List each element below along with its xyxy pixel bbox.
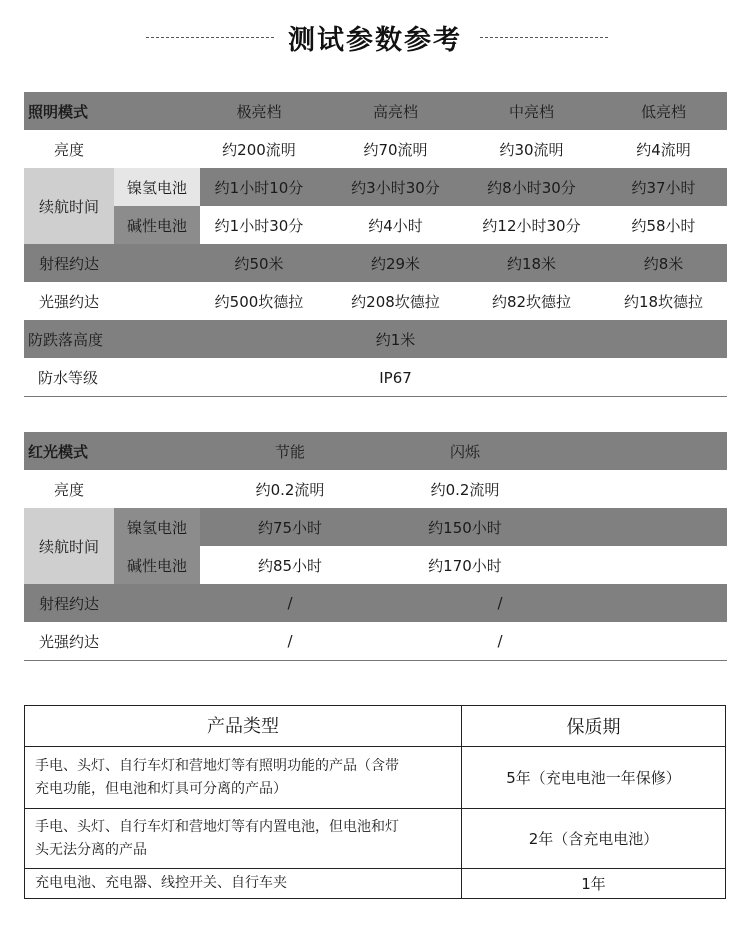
nimh-label: 镍氢电池 [114,168,200,206]
red-table-bottom-rule [24,660,727,661]
warranty-type [25,809,462,868]
red-range-eco: / [287,594,293,612]
warranty-row [25,869,725,898]
red-alkaline-eco: 约85小时 [257,556,323,575]
lighting-table [24,92,727,397]
title-divider-right [480,37,608,38]
brightness-label: 亮度 [53,140,84,159]
lighting-intensity-row [24,282,727,320]
range-turbo: 约50米 [234,254,284,273]
red-range-flash: / [497,594,503,612]
lighting-range-row [24,244,727,282]
lighting-brightness-row [24,130,727,168]
lighting-header-low: 低亮档 [640,102,686,121]
lighting-header-high: 高亮档 [372,102,418,121]
brightness-low: 约4流明 [636,140,691,159]
alkaline-turbo: 约1小时30分 [214,216,304,235]
red-range-label: 射程约达 [38,594,99,613]
warranty-type-line: 手电、头灯、自行车灯和营地灯等有照明功能的产品（含带 [35,757,399,774]
intensity-high: 约208坎德拉 [351,292,440,311]
intensity-mid: 约82坎德拉 [491,292,572,311]
lighting-header-turbo: 极亮档 [236,102,282,121]
range-label: 射程约达 [38,254,99,273]
nimh-high: 约3小时30分 [351,178,440,197]
red-brightness-row [24,470,727,508]
brightness-mid: 约30流明 [499,140,564,159]
range-high: 约29米 [370,254,421,273]
red-alkaline-row [114,546,727,584]
lighting-header-mid: 中亮档 [508,102,554,121]
warranty-header-row [25,706,725,747]
warranty-row [25,809,725,869]
warranty-type-line: 手电、头灯、自行车灯和营地灯等有内置电池，但电池和灯 [35,818,399,835]
red-intensity-eco: / [287,632,293,650]
warranty-header-period: 保质期 [566,717,621,738]
warranty-period: 2年（含充电电池） [528,830,659,848]
warranty-table [24,705,726,899]
red-nimh-row [114,508,727,546]
red-alkaline-label: 碱性电池 [114,546,200,584]
red-range-row [24,584,727,622]
range-low: 约8米 [643,254,684,273]
range-mid: 约18米 [506,254,557,273]
title-area [0,18,750,56]
lighting-nimh-row [114,168,727,206]
nimh-turbo: 约1小时10分 [214,178,304,197]
warranty-row [25,747,725,809]
warranty-type-line: 头无法分离的产品 [35,841,147,858]
warranty-type-line: 充电电池、充电器、线控开关、自行车夹 [35,875,287,891]
red-header-eco: 节能 [274,442,305,461]
brightness-high: 约70流明 [363,140,428,159]
lighting-waterproof-row [24,358,727,397]
alkaline-label: 碱性电池 [114,206,200,244]
red-header-row [24,432,727,470]
lighting-alkaline-row [114,206,727,244]
brightness-turbo: 约200流明 [222,140,296,159]
lighting-header-mode: 照明模式 [28,102,89,121]
red-intensity-flash: / [497,632,503,650]
page-title: 测试参数参考 [288,25,462,56]
intensity-label: 光强约达 [38,292,99,311]
intensity-turbo: 约500坎德拉 [214,292,304,311]
lighting-header-row [24,92,727,130]
intensity-low: 约18坎德拉 [623,292,704,311]
red-nimh-flash: 约150小时 [428,518,502,537]
red-nimh-label: 镍氢电池 [114,508,200,546]
red-table [24,432,727,660]
warranty-header-type: 产品类型 [25,706,462,746]
warranty-period: 5年（充电电池一年保修） [506,769,681,787]
waterproof-label: 防水等级 [38,369,99,387]
red-brightness-flash: 约0.2流明 [430,480,500,499]
drop-value: 约1米 [375,330,416,349]
nimh-mid: 约8小时30分 [487,178,576,197]
warranty-type [25,747,462,808]
alkaline-low: 约58小时 [631,216,696,235]
nimh-low: 约37小时 [631,178,696,197]
drop-label: 防跌落高度 [28,330,104,349]
red-header-flash: 闪烁 [449,442,480,461]
lighting-table-bottom-rule [24,396,727,397]
warranty-period: 1年 [581,875,606,893]
runtime-label: 续航时间 [24,168,114,244]
alkaline-mid: 约12小时30分 [482,216,581,235]
red-alkaline-flash: 约170小时 [428,556,502,575]
red-header-mode: 红光模式 [28,442,89,461]
red-intensity-label: 光强约达 [38,632,99,651]
red-brightness-label: 亮度 [53,480,84,499]
alkaline-high: 约4小时 [368,216,423,235]
red-brightness-eco: 约0.2流明 [255,480,325,499]
red-intensity-row [24,622,727,660]
warranty-type [25,869,462,898]
red-nimh-eco: 约75小时 [257,518,323,537]
lighting-drop-row [24,320,727,358]
waterproof-value: IP67 [379,368,412,387]
warranty-type-line: 充电功能，但电池和灯具可分离的产品） [35,780,287,797]
red-runtime-label: 续航时间 [24,508,114,584]
